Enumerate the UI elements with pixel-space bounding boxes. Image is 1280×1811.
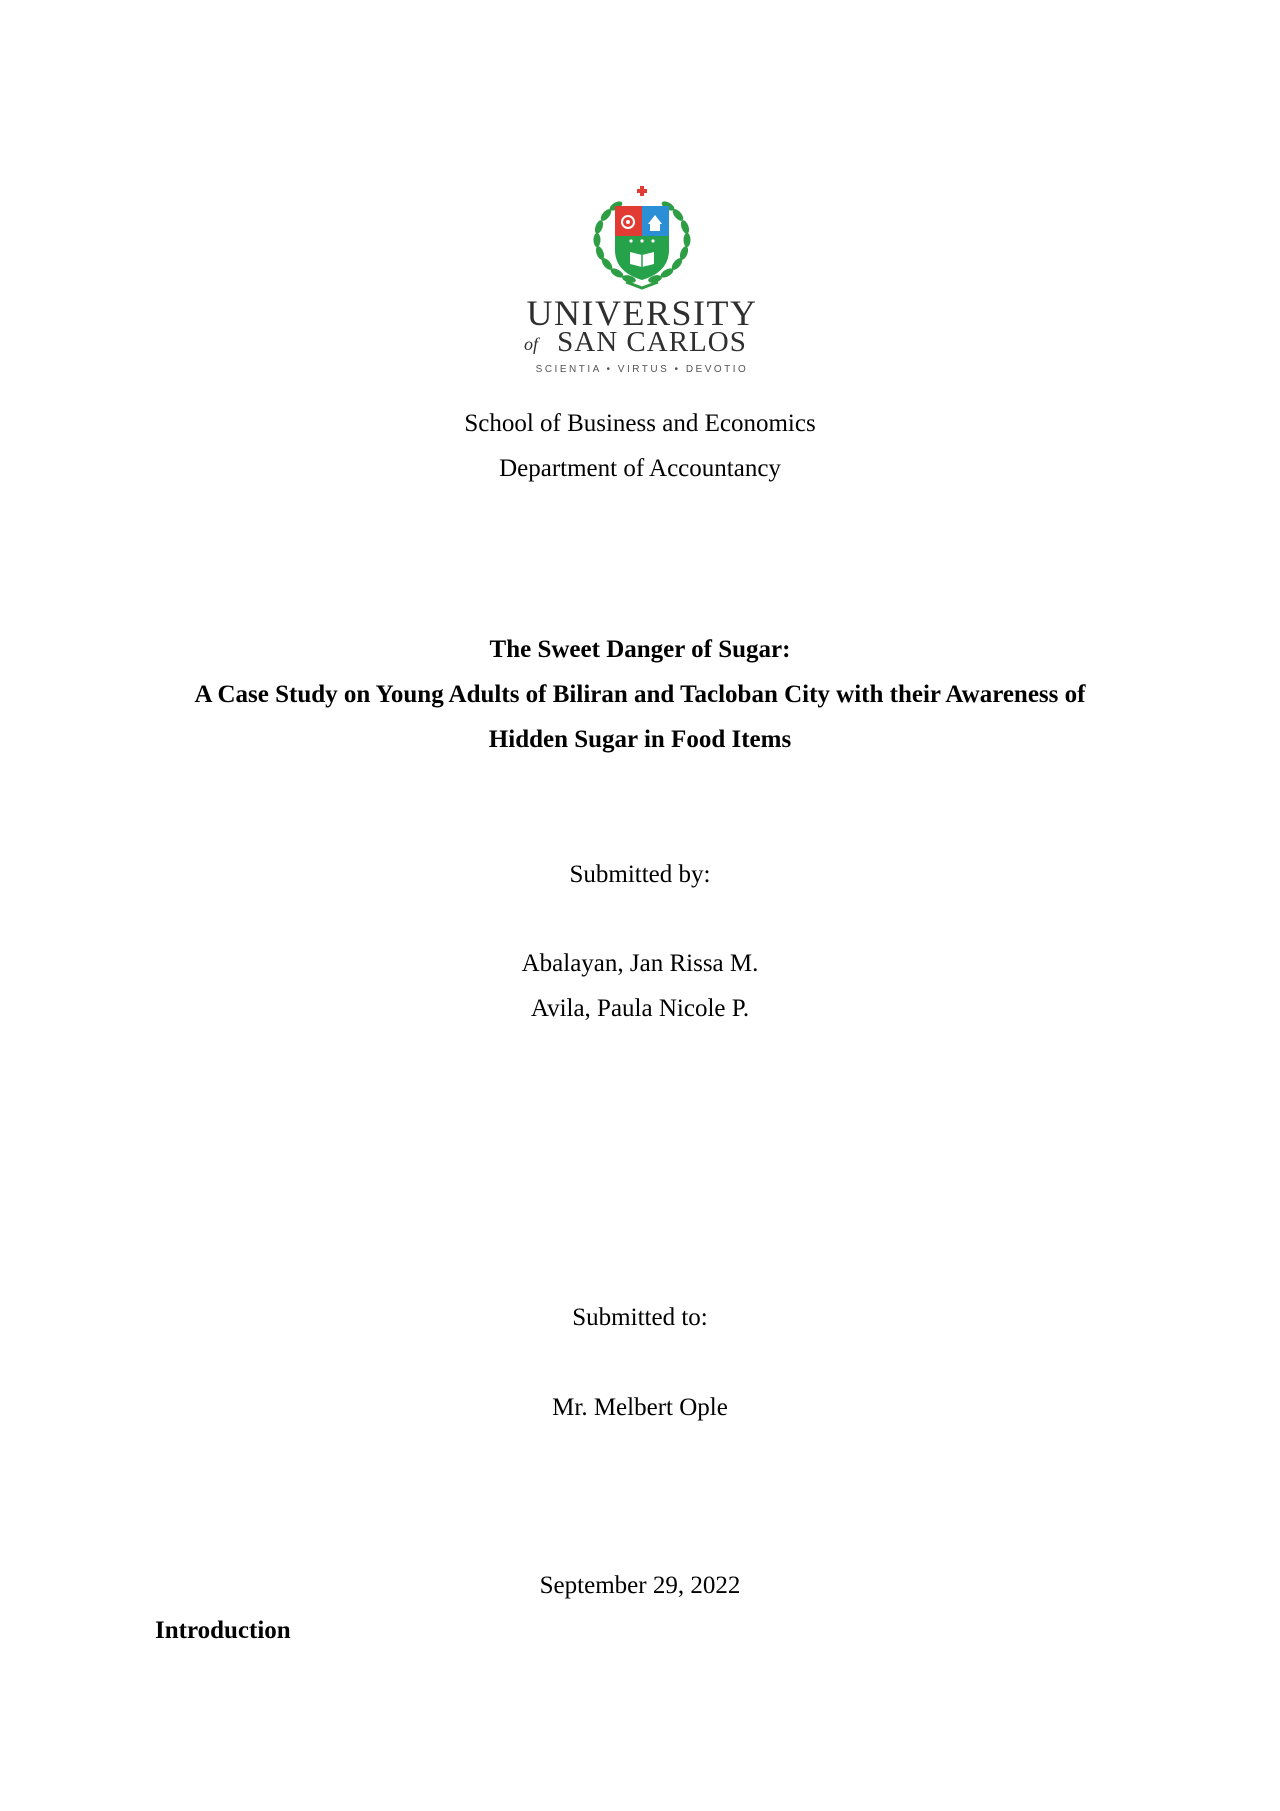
shield-icon [615,206,669,280]
ribbon-icon [626,282,658,288]
school-name: School of Business and Economics [464,410,816,437]
university-logo [514,184,770,376]
section-heading-introduction: Introduction [155,1617,291,1644]
instructor-name: Mr. Melbert Ople [552,1394,728,1421]
logo-motto: SCIENTIA • VIRTUS • DEVOTIO [535,364,749,375]
logo-wordmark-of: of [524,334,539,354]
department-name: Department of Accountancy [499,455,781,482]
submission-date: September 29, 2022 [539,1572,741,1599]
cross-icon [637,186,647,196]
title-line-2: A Case Study on Young Adults of Biliran and Tacloban City with their Awareness of [194,681,1086,708]
author-name: Avila, Paula Nicole P. [530,995,750,1022]
title-line-3: Hidden Sugar in Food Items [488,726,792,753]
submitted-by-label: Submitted by: [569,861,711,888]
logo-wordmark-line1: UNIVERSITY [526,293,758,333]
title-line-1: The Sweet Danger of Sugar: [489,636,791,663]
submitted-to-label: Submitted to: [572,1304,708,1331]
author-name: Abalayan, Jan Rissa M. [521,950,759,977]
logo-wordmark-line2: SAN CARLOS [557,326,747,358]
